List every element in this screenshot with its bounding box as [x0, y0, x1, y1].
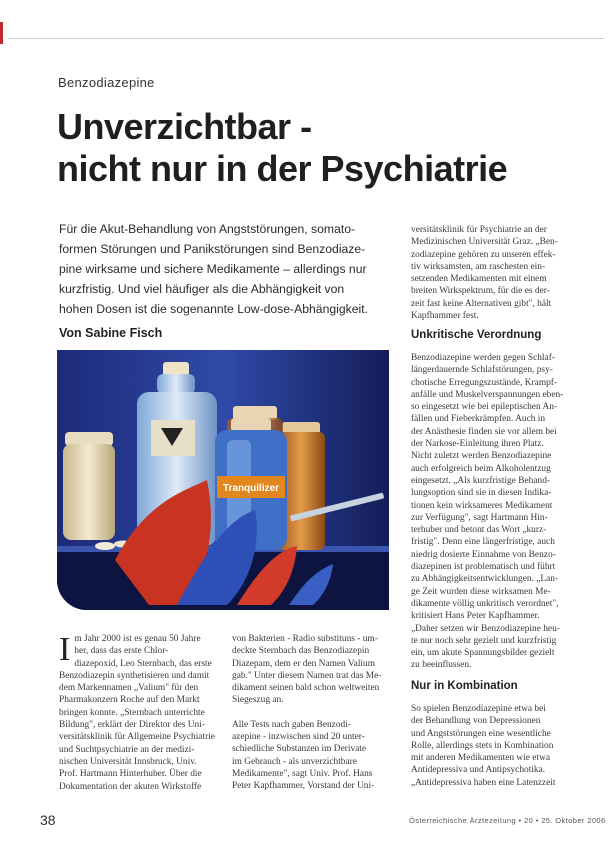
- text-line: eingesetzt. „Als kurzfristige Behand-: [411, 475, 551, 486]
- article-lead: [59, 219, 377, 319]
- lead-line: hohen Dosen ist die sogenannte Low-dose-Abhängigkeit.: [59, 302, 368, 316]
- text-line: deckte Sternbach das Benzodiazepin: [232, 646, 370, 657]
- title-line: Unverzichtbar -: [57, 106, 312, 147]
- text-line: und Angststörungen eine wesentliche: [411, 728, 551, 739]
- lead-line: pine wirksame und sichere Medikamente – allerdings nur: [59, 262, 367, 276]
- text-line: der Narkose-Einleitung ihren Platz.: [411, 439, 544, 450]
- text-line: nischen Universität Innsbruck, Univ.: [59, 756, 197, 767]
- text-line: Peter Kapfhammer, Vorstand der Uni-: [232, 781, 375, 792]
- lead-line: kurzfristig. Und viel häufiger als die Abhängigkeit von: [59, 282, 345, 296]
- bottle-label: Tranquilizer: [222, 483, 280, 494]
- body-column-3-mid: [411, 352, 569, 672]
- title-line: nicht nur in der Psychiatrie: [57, 148, 508, 189]
- text-line: niedrig dosierte Einnahme von Benzo-: [411, 549, 556, 560]
- text-line: setzenden Medikamenten mit einem: [411, 274, 547, 285]
- text-line: längerdauernde Schlafstörungen, psy-: [411, 365, 553, 376]
- body-column-1: [59, 633, 216, 793]
- text-line: Antidepressiva und Antipsychotika.: [411, 765, 546, 776]
- lead-line: Für die Akut-Behandlung von Angststörungen, somato-: [59, 222, 356, 236]
- text-line: „Daher setzen wir Benzodiazepine heu-: [411, 623, 560, 634]
- text-line: Diazepam, dem er den Namen Valium: [232, 658, 376, 669]
- text-line: te nur noch sehr gezielt und kurzfristig: [411, 635, 557, 646]
- text-line: ge Zeit wurden diese wirksamen Me-: [411, 586, 551, 597]
- body-column-2: [232, 633, 390, 793]
- text-line: zeit fast keine Alternativen gibt", hält: [411, 298, 552, 309]
- text-line: „Antidepressiva haben eine Latenzzeit: [411, 777, 556, 788]
- text-line: kritisiert Hans Peter Kapfhammer.: [411, 611, 540, 622]
- author-byline: Von Sabine Fisch: [59, 326, 163, 340]
- text-line: chotische Erregungszustände, Krampf-: [411, 377, 558, 388]
- section-kicker: Benzodiazepine: [58, 75, 155, 90]
- edge-marker: [0, 22, 3, 44]
- text-line: fällen und Fieberkrämpfen. Auch in: [411, 414, 546, 425]
- text-line: Alle Tests nach gaben Benzodi-: [232, 719, 351, 730]
- text-line: breiten Wirkspektrum, für die es der-: [411, 286, 550, 297]
- text-line: Kapfhammer fest.: [411, 311, 479, 322]
- text-line: diazepoxid, Leo Sternbach, das erste: [74, 658, 212, 669]
- paragraph-gap: [232, 707, 390, 719]
- text-line: Benzodiazepine werden gegen Schlaf-: [411, 353, 555, 363]
- text-line: Nicht zuletzt werden Benzodiazepine: [411, 451, 552, 462]
- subhead-unkritische-verordnung: Unkritische Verordnung: [411, 329, 542, 341]
- top-rule: [8, 38, 604, 39]
- text-line: schiedliche Substanzen im Derivate: [232, 744, 367, 755]
- lead-line: formen Störungen und Panikstörungen sind Benzodiaze-: [59, 242, 366, 256]
- text-line: Prof. Hartmann Hinterhuber. Über die: [59, 769, 202, 780]
- text-line: tionen kein wirksameres Medikament: [411, 500, 553, 511]
- text-line: von Bakterien - Radio substituns - um-: [232, 634, 378, 644]
- text-line: fristig". Denn eine längerfristige, auch: [411, 537, 555, 548]
- text-line: Rolle, allerdings stets in Kombination: [411, 740, 554, 751]
- text-line: Benzodiazepin synthetisieren und damit: [59, 670, 210, 681]
- text-line: und Suchtpsychiatrie an der medizi-: [59, 744, 195, 755]
- text-line: versitätsklinik für Psychiatrie an der: [411, 225, 547, 235]
- publication-footer: Österreichische Ärztezeitung • 20 • 25. Oktober 2006: [409, 816, 606, 825]
- text-line: dikamente völlig unkritisch verordnet",: [411, 598, 559, 609]
- body-column-3-bottom: [411, 703, 569, 789]
- text-line: dem Markennamen „Valium" für den: [59, 683, 199, 694]
- text-line: So spielen Benzodiazepine etwa bei: [411, 704, 546, 714]
- text-line: diazepinen ist problematisch und führt: [411, 562, 556, 573]
- article-title: [57, 106, 507, 190]
- text-line: der Anästhesie finden sie vor allem bei: [411, 426, 557, 437]
- text-line: dikament seinen bald schon weltweiten: [232, 683, 380, 694]
- text-line: terhuber und betont das Wort „kurz-: [411, 525, 547, 536]
- text-line: Medikamente", sagt Univ. Prof. Hans: [232, 768, 373, 779]
- text-line: m Jahr 2000 ist es genau 50 Jahre: [74, 634, 201, 644]
- text-line: zu beeinflussen.: [411, 660, 472, 671]
- text-line: tiv wirksamsten, am raschesten ein-: [411, 261, 546, 272]
- text-line: versitätsklinik für Allgemeine Psychiatrie: [59, 732, 215, 743]
- text-line: zodiazepine gehören zu unseren effek-: [411, 249, 556, 260]
- text-line: anfälle und Muskelverspannungen eben-: [411, 389, 564, 400]
- article-photo: [57, 350, 389, 610]
- text-line: im Gebrauch - als unverzichtbare: [232, 756, 357, 767]
- drop-cap: I: [59, 631, 71, 668]
- text-line: der Behandlung von Depressionen: [411, 716, 541, 727]
- text-line: ein, um akute Spannungsbilder gezielt: [411, 648, 555, 659]
- subhead-nur-in-kombination: Nur in Kombination: [411, 680, 518, 692]
- text-line: mit anderen Medikamenten wie etwa: [411, 753, 551, 764]
- text-line: Medizinischen Universität Graz. „Ben-: [411, 237, 558, 248]
- body-column-3-intro: [411, 224, 569, 322]
- text-line: lungsoption sind sie in diesen Indika-: [411, 488, 552, 499]
- page-number: 38: [40, 812, 56, 828]
- text-line: gab." Unter diesem Namen trat das Me-: [232, 670, 382, 681]
- text-line: Siegeszug an.: [232, 695, 284, 706]
- text-line: zu Abhängigkeitsentwicklungen. „Lan-: [411, 574, 559, 585]
- text-line: auch erfolgreich beim Alkoholentzug: [411, 463, 551, 474]
- text-line: bringen konnte. „Sternbach unterrichte: [59, 707, 205, 718]
- text-line: Pharmakonzern Roche auf den Markt: [59, 695, 200, 706]
- text-line: zur Verfügung", sagt Hartmann Hin-: [411, 512, 548, 523]
- text-line: so eingesetzt wie bei epileptischen An-: [411, 402, 558, 413]
- text-line: Dokumentation der akuten Wirkstoffe: [59, 781, 202, 792]
- text-line: azepine - inzwischen sind 20 unter-: [232, 732, 365, 743]
- text-line: Bildung", erklärt der Direktor des Uni-: [59, 720, 205, 731]
- text-line: her, dass das erste Chlor-: [74, 646, 169, 657]
